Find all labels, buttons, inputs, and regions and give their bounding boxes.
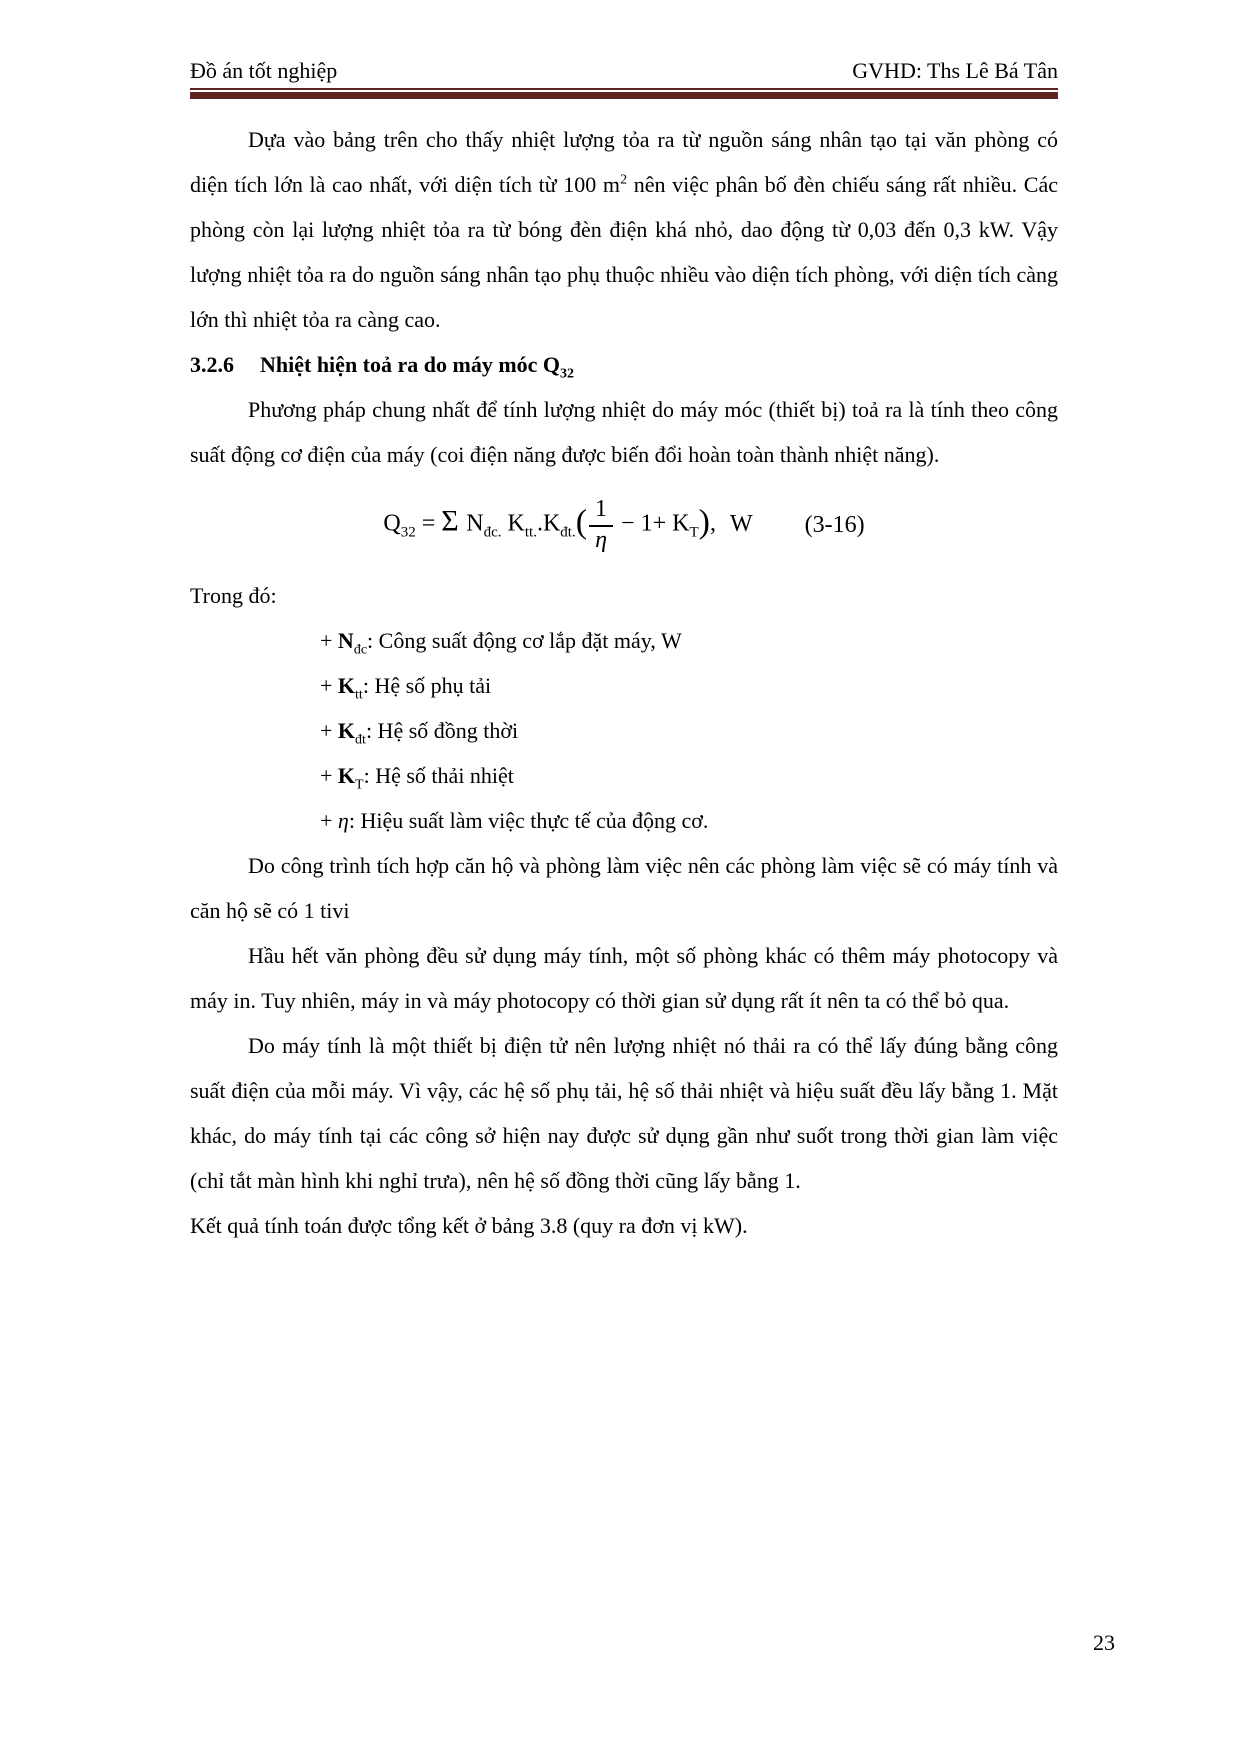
item-text: : Hệ số phụ tải [362,673,492,698]
p5-text: Do máy tính là một thiết bị điện tử nên lượng nhiệt nó thải ra có thể lấy đúng bằng công suất điện của mỗi máy. Vì vậy, các hệ số phụ tải, hệ số thải nhiệt và hiệu suất đều lấy bằng 1. Mặt khác, do máy tính tại các công sở hiện nay được sử dụng gần như suốt trong thời gian làm việc (chỉ tắt màn hình khi nghỉ trưa), nên hệ số đồng thời cũng lấy bằng 1. [190,1033,1058,1193]
sigma-symbol: Σ [441,504,467,538]
header-rule-thick-bar [190,92,1058,99]
symbol-definition-list [190,618,1058,843]
p3-text: Do công trình tích hợp căn hộ và phòng làm việc nên các phòng làm việc sẽ có máy tính và căn hộ sẽ có 1 tivi [190,853,1058,923]
item-plus: + [320,673,338,698]
header-rule-thin-line [190,88,1058,90]
item-symbol: K [337,718,356,743]
formula-term: . [536,510,543,537]
formula-term: Q [383,510,401,537]
where-label: Trong đó: [190,583,277,608]
item-plus: + [320,763,338,788]
item-text: : Hiệu suất làm việc thực tế của động cơ. [348,808,709,833]
list-item [320,753,1058,798]
formula-subscript: đt. [560,524,576,541]
equation-body [383,496,752,554]
open-paren: ( [575,503,588,541]
item-plus: + [320,628,338,653]
section-number: 3.2.6 [190,352,234,377]
paragraph-building-mix [190,843,1058,933]
section-title-subscript: 32 [560,366,575,382]
fraction-numerator: 1 [589,496,613,527]
item-text: : Hệ số thải nhiệt [363,763,514,788]
paragraph-result-note [190,1203,1058,1248]
formula-unit: W [729,510,753,537]
header-left-title: Đồ án tốt nghiệp [190,58,338,83]
paragraph-lighting-heat [190,117,1058,342]
formula-subscript: T [689,524,699,541]
formula-term: N [466,510,484,537]
paragraph-computer-heat [190,1023,1058,1203]
equation-number: (3-16) [804,511,865,538]
formula-term: , [709,510,716,537]
formula-term: = [415,510,442,537]
p2-text: Phương pháp chung nhất để tính lượng nhiệt do máy móc (thiết bị) toả ra là tính theo công suất động cơ điện của máy (coi điện năng được biến đổi hoàn toàn thành nhiệt năng). [190,397,1058,467]
item-symbol-subscript: T [355,777,364,793]
item-symbol-eta: η [337,808,349,833]
formula-term: K [501,510,525,537]
equation-3-16 [190,477,1058,573]
list-item [320,798,1058,843]
paragraph-office-computers [190,933,1058,1023]
item-plus: + [320,718,338,743]
formula-term: K [542,510,561,537]
item-symbol-subscript: tt [355,687,363,703]
page-header [190,58,1058,84]
item-plus: + [320,808,338,833]
close-paren: ) [698,503,710,541]
section-heading-3-2-6 [190,342,1058,387]
paragraph-method [190,387,1058,477]
item-symbol-subscript: đt [355,732,366,748]
item-symbol: N [337,628,354,653]
list-item [320,618,1058,663]
page-number: 23 [1093,1630,1115,1655]
formula-subscript: 32 [400,524,416,541]
header-rule [190,88,1058,99]
p6-text: Kết quả tính toán được tổng kết ở bảng 3.8 (quy ra đơn vị kW). [190,1213,748,1238]
fraction [589,496,613,554]
item-symbol: K [337,763,356,788]
p1-text: Dựa vào bảng trên cho thấy nhiệt lượng tỏa ra từ nguồn sáng nhân tạo tại văn phòng có diện tích lớn là cao nhất, với diện tích từ 100 m [190,127,1058,197]
item-text: : Hệ số đồng thời [365,718,519,743]
item-symbol: K [337,673,356,698]
p4-text: Hầu hết văn phòng đều sử dụng máy tính, một số phòng khác có thêm máy photocopy và máy in. Tuy nhiên, máy in và máy photocopy có thời gian sử dụng rất ít nên ta có thể bỏ qua. [190,943,1058,1013]
page-content [190,117,1058,1248]
list-item [320,708,1058,753]
section-title: Nhiệt hiện toả ra do máy móc Q [260,352,561,377]
formula-subscript: tt. [524,524,537,541]
formula-term: − 1+ [615,510,673,537]
item-symbol-subscript: đc [353,642,368,658]
p1-text-continued: nên việc phân bố đèn chiếu sáng rất nhiều. Các phòng còn lại lượng nhiệt tỏa ra từ bóng đèn điện khá nhỏ, dao động từ 0,03 đến 0,3 kW. Vậy lượng nhiệt tỏa ra do nguồn sáng nhân tạo phụ thuộc nhiều vào diện tích phòng, với diện tích càng lớn thì nhiệt tỏa ra càng cao. [190,172,1059,332]
header-right-advisor: GVHD: Ths Lê Bá Tân [852,58,1058,83]
p1-superscript: 2 [620,172,628,188]
item-text: : Công suất động cơ lắp đặt máy, W [367,628,682,653]
formula-term: K [672,510,690,537]
formula-subscript: đc. [483,524,502,541]
fraction-denominator-eta: η [595,526,607,553]
list-item [320,663,1058,708]
